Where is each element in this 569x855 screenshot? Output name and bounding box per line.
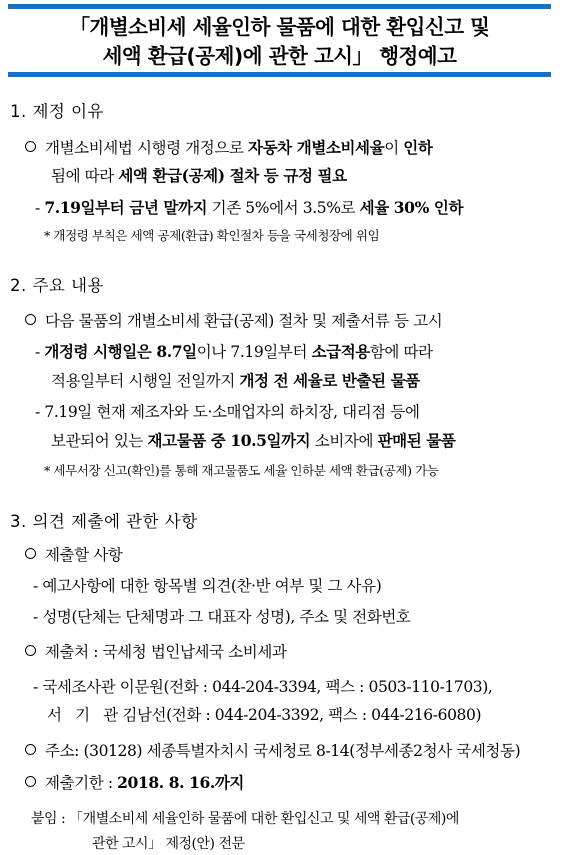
section-2-dash-1: - 개정령 시행일은 8.7일이나 7.19일부터 소급적용함에 따라: [35, 342, 433, 361]
section-1-heading: 1. 제정 이유: [10, 102, 104, 121]
section-2-heading: 2. 주요 내용: [10, 276, 104, 295]
section-3-item-2-dash-2: 서 기 관 김남선(전화 : 044-204-3392, 팩스 : 044-216-6080): [47, 706, 482, 724]
section-1-bullet-1: 개별소비세법 시행령 개정으로 자동차 개별소비세율이 인하: [25, 136, 569, 158]
section-3-item-2: 제출처 : 국세청 법인납세국 소비세과: [25, 640, 569, 662]
document-title: [8, 4, 551, 77]
section-3-item-2-dash-1: - 국세조사관 이문원(전화 : 044-204-3394, 팩스 : 0503-110-1703),: [33, 678, 493, 696]
circle-bullet-icon: [25, 548, 36, 559]
section-3-item-4: 제출기한 : 2018. 8. 16.까지: [25, 771, 569, 793]
section-3-item-1-dash-2: - 성명(단체는 단체명과 그 대표자 성명), 주소 및 전화번호: [33, 608, 411, 626]
title-line-2: 세액 환급(공제)에 관한 고시」 행정예고: [102, 44, 457, 68]
section-1-dash-1: - 7.19일부터 금년 말까지 기존 5%에서 3.5%로 세율 30% 인하: [35, 198, 464, 217]
circle-bullet-icon: [25, 141, 36, 152]
attachment-line-1: 붙임 : 「개별소비세 세율인하 물품에 대한 환입신고 및 세액 환급(공제)에: [31, 811, 459, 827]
circle-bullet-icon: [25, 776, 36, 787]
section-2-note: * 세무서장 신고(확인)를 통해 재고물품도 세율 인하분 세액 환급(공제) 가능: [44, 463, 439, 478]
section-2-dash-2-line-2: 보관되어 있는 재고물품 중 10.5일까지 소비자에 판매된 물품: [51, 431, 456, 450]
title-line-1: 「개별소비세 세율인하 물품에 대한 환입신고 및: [69, 15, 490, 39]
section-2-dash-2: - 7.19일 현재 제조자와 도·소매업자의 하치장, 대리점 등에: [35, 403, 420, 421]
section-3-item-3: 주소: (30128) 세종특별자치시 국세청로 8-14(정부세종2청사 국세청동): [25, 739, 569, 761]
section-3-item-1: 제출할 사항: [25, 543, 569, 565]
attachment-line-2: 관한 고시」 제정(안) 전문: [92, 836, 245, 852]
circle-bullet-icon: [25, 645, 36, 656]
circle-bullet-icon: [25, 744, 36, 755]
section-1-note: * 개정령 부칙은 세액 공제(환급) 확인절차 등을 국세청장에 위임: [44, 228, 380, 243]
section-2-bullet-1: 다음 물품의 개별소비세 환급(공제) 절차 및 제출서류 등 고시: [25, 309, 569, 331]
circle-bullet-icon: [25, 314, 36, 325]
section-3-item-1-dash-1: - 예고사항에 대한 항목별 의견(찬·반 여부 및 그 사유): [33, 577, 382, 595]
section-3-heading: 3. 의견 제출에 관한 사항: [10, 512, 198, 531]
section-1-bullet-1-line-2: 됨에 따라 세액 환급(공제) 절차 등 규정 필요: [51, 166, 347, 185]
section-2-dash-1-line-2: 적용일부터 시행일 전일까지 개정 전 세율로 반출된 물품: [51, 371, 420, 390]
